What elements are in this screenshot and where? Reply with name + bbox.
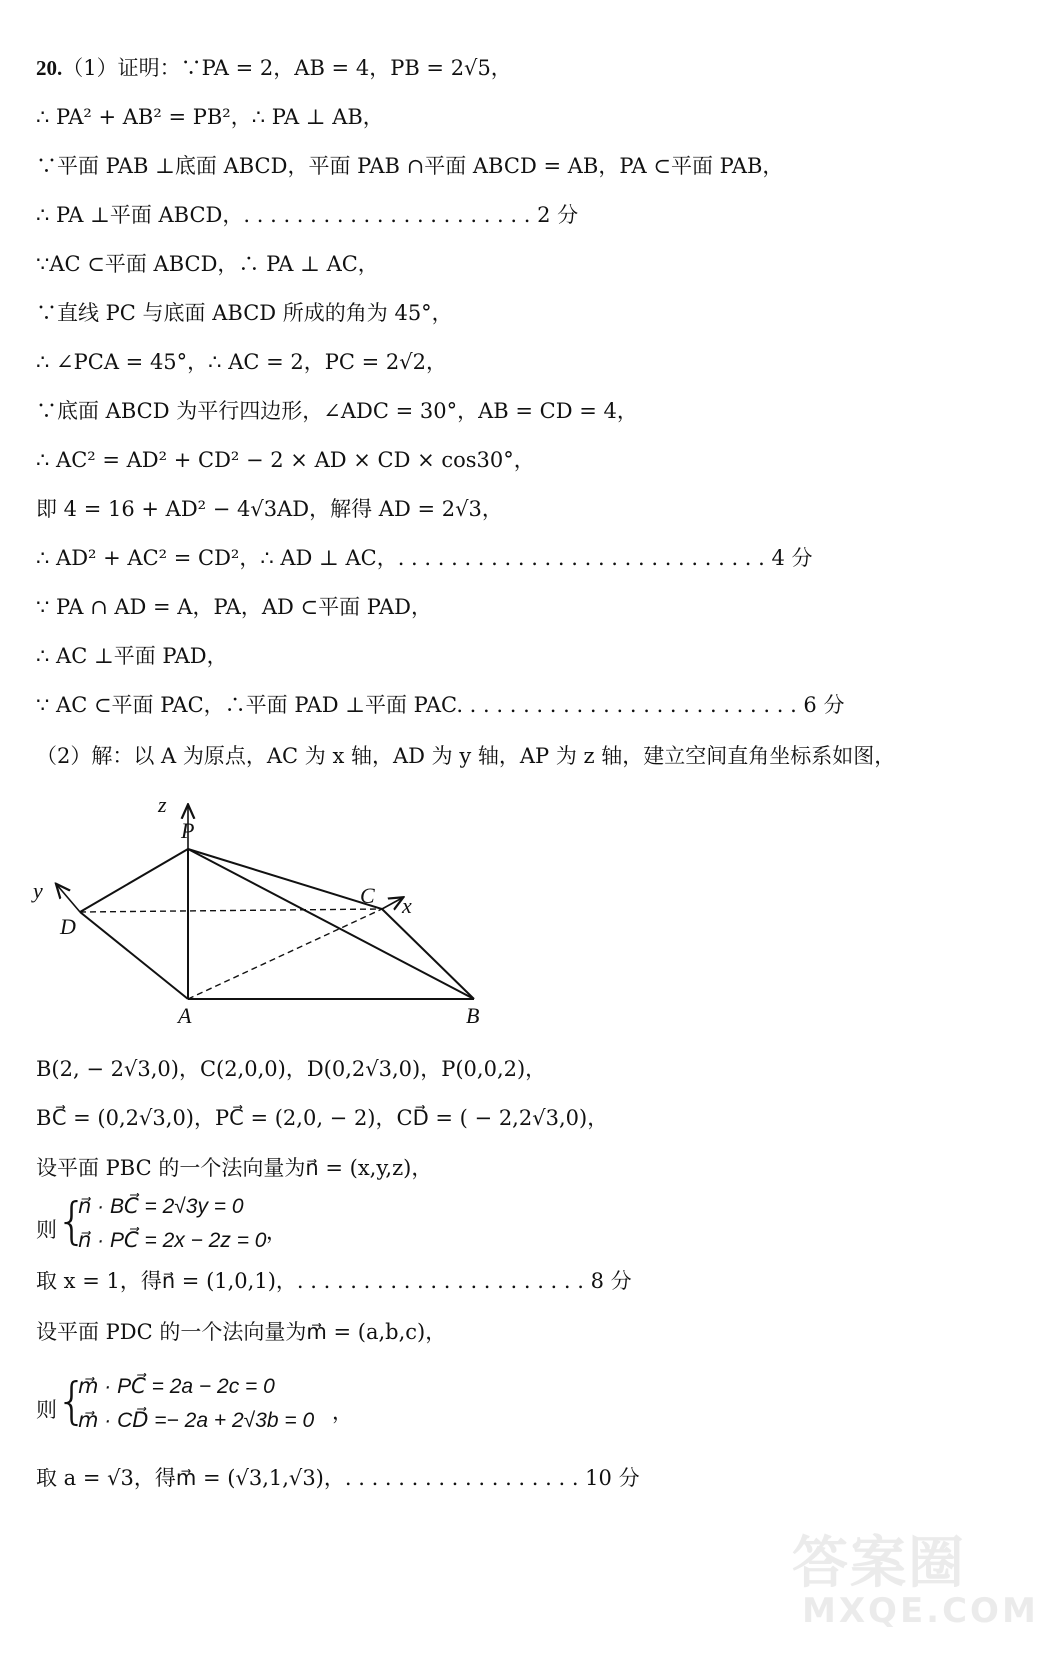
- label-C: C: [360, 883, 375, 908]
- normal-m-intro: 设平面 PDC 的一个法向量为m⃗ = (a,b,c)，: [36, 1320, 447, 1344]
- geometry-figure: [30, 790, 510, 1090]
- y-axis: [57, 885, 80, 912]
- system-row-1: n⃗ · BC⃗ = 2√3y = 0: [78, 1195, 244, 1218]
- edge-AC-dashed: [188, 909, 382, 999]
- watermark-logo: [772, 1519, 1039, 1639]
- watermark-text: 答案圈: [792, 1531, 966, 1596]
- label-D: D: [60, 914, 76, 939]
- edge-DA: [80, 912, 188, 999]
- solution-line-6: ∵直线 PC 与底面 ABCD 所成的角为 45°，: [36, 301, 453, 325]
- equation-system-2: [36, 1372, 456, 1442]
- x-axis: [382, 898, 402, 909]
- question-number: 20.: [36, 56, 63, 80]
- system-lead: 则: [36, 1398, 57, 1422]
- edge-DC-dashed: [80, 909, 382, 912]
- solution-line-10: 即 4 = 16 + AD² − 4√3AD，解得 AD = 2√3，: [36, 497, 503, 521]
- vectors-line: BC⃗ = (0,2√3,0)，PC⃗ = (2,0, − 2)，CD⃗ = ( − 2,2√3,0)，: [36, 1106, 609, 1130]
- solution-line-1: [36, 54, 512, 82]
- system-row-2: m⃗ · CD⃗ =− 2a + 2√3b = 0: [78, 1409, 315, 1432]
- solution-n-line: 取 x = 1，得n⃗ = (1,0,1)，. . . . . . . . . . . . . . . . . . . . . . 8 分: [36, 1269, 632, 1293]
- system-tail: ，: [332, 1400, 353, 1424]
- label-z: z: [158, 792, 167, 817]
- label-B: B: [466, 1003, 480, 1028]
- solution-text: （1）证明：∵PA = 2，AB = 4，PB = 2√5，: [62, 56, 512, 80]
- system-lead: 则: [36, 1218, 57, 1242]
- edge-PB: [188, 849, 474, 999]
- watermark-url: MXQE.COM: [802, 1591, 1039, 1631]
- normal-n-intro: 设平面 PBC 的一个法向量为n⃗ = (x,y,z)，: [36, 1156, 433, 1180]
- system-row-1: m⃗ · PC⃗ = 2a − 2c = 0: [78, 1375, 275, 1398]
- solution-line-8: ∵底面 ABCD 为平行四边形，∠ADC = 30°，AB = CD = 4，: [36, 399, 638, 423]
- system-row-2: n⃗ · PC⃗ = 2x − 2z = 0: [78, 1229, 267, 1252]
- label-x: x: [402, 893, 412, 918]
- solution-line-9: ∴ AC² = AD² + CD² − 2 × AD × CD × cos30°，: [36, 448, 535, 472]
- solution-line-3: ∵平面 PAB ⊥底面 ABCD，平面 PAB ∩平面 ABCD = AB，PA ⊂平面 PAB，: [36, 154, 784, 178]
- brace-icon: {: [56, 1372, 88, 1430]
- label-P: P: [181, 818, 195, 843]
- solution-m-line: 取 a = √3，得m⃗ = (√3,1,√3)，. . . . . . . . . . . . . . . . . . 10 分: [36, 1466, 640, 1490]
- solution-line-12: ∵ PA ∩ AD = A，PA，AD ⊂平面 PAD，: [36, 595, 432, 619]
- solution-line-15: （2）解：以 A 为原点，AC 为 x 轴，AD 为 y 轴，AP 为 z 轴，建立空间直角坐标系如图，: [36, 744, 896, 768]
- solution-line-5: ∵AC ⊂平面 ABCD，∴ PA ⊥ AC，: [36, 252, 379, 276]
- solution-line-11: ∴ AD² + AC² = CD²，∴ AD ⊥ AC，. . . . . . . . . . . . . . . . . . . . . . . . . . . . 4 分: [36, 546, 813, 570]
- brace-icon: {: [56, 1192, 88, 1250]
- solution-line-4: ∴ PA ⊥平面 ABCD，. . . . . . . . . . . . . . . . . . . . . . 2 分: [36, 203, 579, 227]
- edge-CB: [382, 909, 474, 999]
- system-tail: ，: [266, 1220, 287, 1244]
- solution-line-2: ∴ PA² + AB² = PB²，∴ PA ⊥ AB，: [36, 105, 384, 129]
- solution-line-14: ∵ AC ⊂平面 PAC，∴平面 PAD ⊥平面 PAC. . . . . . . . . . . . . . . . . . . . . . . . . . 6 分: [36, 693, 845, 717]
- solution-line-7: ∴ ∠PCA = 45°，∴ AC = 2，PC = 2√2，: [36, 350, 447, 374]
- label-A: A: [178, 1003, 192, 1028]
- edge-PD: [80, 849, 188, 912]
- coords-line: B(2, − 2√3,0)，C(2,0,0)，D(0,2√3,0)，P(0,0,2)，: [36, 1057, 547, 1081]
- solution-line-13: ∴ AC ⊥平面 PAD，: [36, 644, 228, 668]
- label-y: y: [33, 878, 43, 903]
- equation-system-1: [36, 1192, 456, 1262]
